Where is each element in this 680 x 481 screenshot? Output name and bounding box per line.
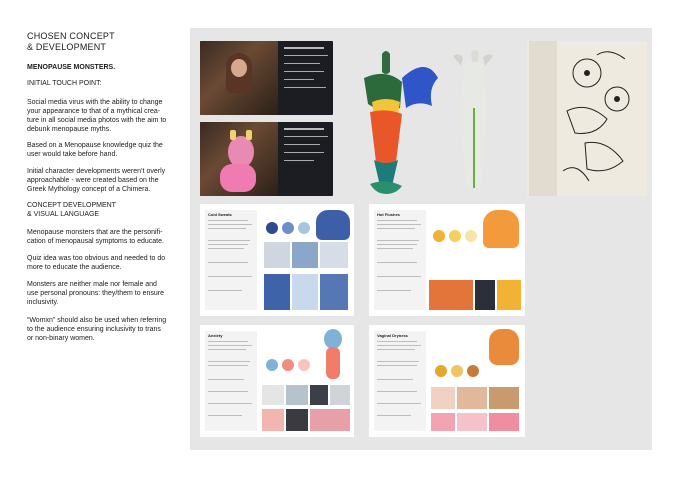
text-line: [377, 365, 417, 366]
portrait-face: [231, 59, 247, 77]
card-anxiety: [200, 325, 354, 437]
text-line: [377, 361, 419, 362]
photo-thumbnail: [292, 274, 318, 310]
card-hot-flushes: [369, 204, 525, 316]
text-line: [377, 276, 421, 277]
social-media-screenshot-1: [200, 41, 333, 115]
text-line: [208, 248, 244, 249]
color-swatch: [298, 359, 310, 371]
color-swatch: [282, 222, 294, 234]
sketchbook-photo: [527, 41, 647, 196]
photo-thumbnail: [497, 280, 521, 310]
chimera-creature-illustration: [356, 48, 440, 198]
card-heading: Vaginal Dryness: [377, 333, 408, 338]
monster-head: [324, 329, 342, 349]
color-swatch: [451, 365, 463, 377]
text-line: [377, 391, 417, 392]
comment-line: [284, 87, 326, 88]
monster-character: [489, 329, 519, 365]
photo-thumbnail: [431, 387, 455, 409]
text-line: [377, 224, 421, 225]
card-heading: Cold Sweats: [208, 212, 232, 217]
text-line: [208, 345, 252, 346]
comment-line: [284, 160, 314, 161]
photo-thumbnail: [264, 242, 290, 268]
page-title: CHOSEN CONCEPT & DEVELOPMENT: [27, 31, 115, 52]
text-line: [208, 391, 248, 392]
text-line: [377, 379, 413, 380]
text-line: [377, 345, 421, 346]
photo-thumbnail: [489, 413, 519, 431]
photo-thumbnail: [320, 274, 348, 310]
text-line: [377, 220, 417, 221]
text-line: [377, 403, 421, 404]
text-line: [377, 290, 411, 291]
photo-thumbnail: [475, 280, 495, 310]
monster-horn: [246, 130, 252, 140]
text-line: [208, 244, 248, 245]
photo-thumbnail: [264, 274, 290, 310]
paragraph-monsters: Menopause monsters that are the personifi- cation of menopausal symptoms to educate.: [27, 229, 164, 245]
subtitle: MENOPAUSE MONSTERS.: [27, 64, 116, 71]
paragraph-womxn: “Womxn” should also be used when referring to the audience ensuring inclusivity to trans or non-binary women.: [27, 317, 167, 342]
text-line: [377, 415, 411, 416]
photo-thumbnail: [262, 385, 284, 405]
text-line: [377, 228, 415, 229]
text-line: [377, 262, 417, 263]
photo-thumbnail: [320, 242, 348, 268]
comment-line: [284, 63, 320, 64]
photo-thumbnail: [310, 385, 328, 405]
text-line: [208, 415, 242, 416]
card-heading: Anxiety: [208, 333, 223, 338]
comment-line: [284, 79, 314, 80]
paragraph-quiz-obvious: Quiz idea was too obvious and needed to do more to educate the audience.: [27, 255, 166, 271]
monster-character: [483, 210, 519, 248]
photo-thumbnail: [310, 409, 350, 431]
comment-line: [284, 71, 324, 72]
text-line: [208, 365, 248, 366]
text-line: [377, 349, 415, 350]
comment-line: [284, 55, 328, 56]
photo-thumbnail: [489, 387, 519, 409]
comment-line: [284, 47, 324, 49]
photo-thumbnail: [286, 385, 308, 405]
color-swatch: [433, 230, 445, 242]
monster-horn: [230, 130, 236, 140]
text-line: [208, 290, 242, 291]
photo-thumbnail: [262, 409, 284, 431]
initial-touch-point-heading: INITIAL TOUCH POINT:: [27, 80, 102, 87]
text-line: [377, 248, 413, 249]
photo-thumbnail: [286, 409, 308, 431]
comment-line: [284, 144, 320, 145]
text-line: [208, 240, 250, 241]
statue-figure-illustration: [441, 48, 505, 196]
comment-line: [284, 128, 324, 130]
text-line: [208, 276, 252, 277]
text-line: [208, 379, 244, 380]
text-line: [208, 224, 252, 225]
text-line: [208, 341, 248, 342]
photo-thumbnail: [330, 385, 350, 405]
monster-character: [316, 210, 350, 240]
text-line: [377, 244, 417, 245]
monster-character: [326, 347, 340, 379]
sketch-doodles: [527, 41, 647, 196]
text-line: [377, 341, 417, 342]
card-text-column: [205, 210, 257, 310]
color-swatch: [266, 359, 278, 371]
text-line: [208, 262, 248, 263]
card-cold-sweats: [200, 204, 354, 316]
photo-thumbnail: [429, 280, 473, 310]
text-line: [208, 228, 246, 229]
color-swatch: [266, 222, 278, 234]
color-swatch: [298, 222, 310, 234]
card-text-column: [374, 331, 426, 431]
color-swatch: [282, 359, 294, 371]
card-text-column: [374, 210, 426, 310]
text-line: [208, 403, 252, 404]
photo-thumbnail: [431, 413, 455, 431]
color-swatch: [449, 230, 461, 242]
card-vaginal-dryness: [369, 325, 525, 437]
monster-filter-body: [220, 164, 256, 192]
paragraph-social-media: Social media virus with the ability to change your appearance to that of a mythical crea- ture in all social media photos with the aim to debunk menopause myths.: [27, 99, 167, 133]
color-swatch: [467, 365, 479, 377]
text-line: [208, 220, 248, 221]
card-heading: Hot Flushes: [377, 212, 400, 217]
comment-line: [284, 152, 324, 153]
text-line: [377, 240, 419, 241]
paragraph-inclusivity: Monsters are neither male nor female and use personal pronouns: they/them to ensure inclusivity.: [27, 281, 164, 306]
photo-thumbnail: [292, 242, 318, 268]
comment-line: [284, 136, 328, 137]
photo-thumbnail: [457, 413, 487, 431]
color-swatch: [465, 230, 477, 242]
social-media-screenshot-2: [200, 122, 333, 196]
card-text-column: [205, 331, 257, 431]
photo-thumbnail: [457, 387, 487, 409]
paragraph-initial-characters: Initial character developments weren’t overly approachable - were created based on the Greek Mythology concept of a Chimera.: [27, 168, 166, 193]
concept-development-heading: CONCEPT DEVELOPMENT & VISUAL LANGUAGE: [27, 202, 116, 218]
paragraph-quiz: Based on a Menopause knowledge quiz the user would take before hand.: [27, 142, 163, 158]
text-line: [208, 361, 250, 362]
color-swatch: [435, 365, 447, 377]
text-line: [208, 349, 246, 350]
